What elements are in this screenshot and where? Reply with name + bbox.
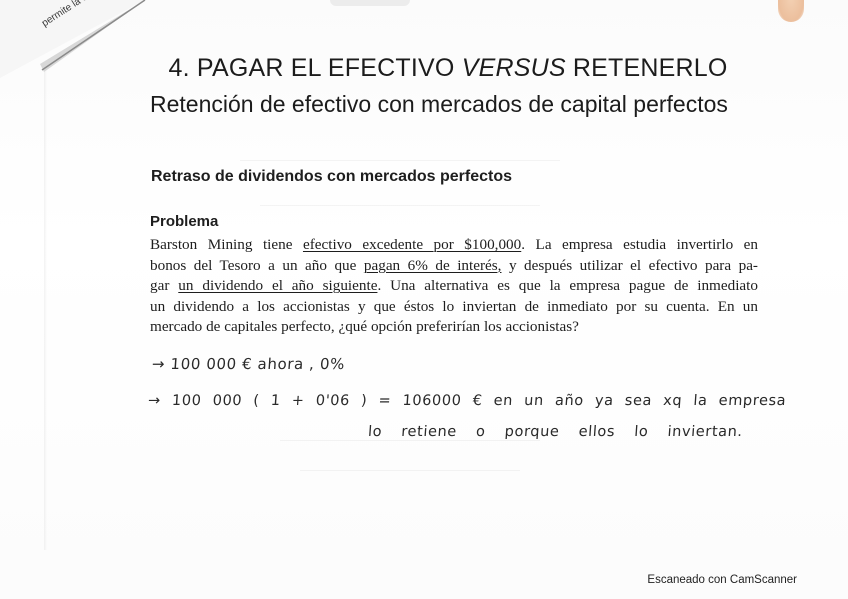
problem-line [150,256,758,277]
section-heading: Retraso de dividendos con mercados perfectos [151,168,512,185]
camscanner-watermark: Escaneado con CamScanner [647,574,797,586]
underlined-phrase: un dividendo el año siguiente [178,277,378,294]
page-edge-shadow [44,70,47,550]
problem-line [150,317,758,338]
problem-text-segment: y después utilizar el efectivo para pa- [501,256,758,274]
problem-text-segment: . Una alternativa es que la empresa pague de inmediato [377,277,758,294]
title-number: 4. [168,54,190,82]
problem-text-segment: un dividendo a los accionistas y que éstos lo inviertan de inmediato por su cuenta. En un [150,297,758,315]
bleed-through-line [300,470,520,471]
problem-line [150,276,758,297]
title-end: RETENERLO [572,54,728,82]
page-subtitle: Retención de efectivo con mercados de capital perfectos [150,91,728,117]
problem-label: Problema [150,213,219,230]
problem-line [150,297,758,318]
bleed-through-line [280,440,540,441]
handwritten-note-2: → 100 000 ( 1 + 0'06 ) = 106000 € en un año ya sea xq la empresa [147,393,787,409]
title-versus: VERSUS [461,54,566,82]
finger-mark [778,0,804,22]
title-main: PAGAR EL EFECTIVO [196,54,455,82]
page-title [0,54,848,83]
underlined-phrase: efectivo excedente por $100,000 [302,236,522,253]
handwritten-note-1: → 100 000 € ahora , 0% [151,355,346,373]
problem-text-segment: mercado de capitales perfecto, ¿qué opción preferirían los accionistas? [150,318,579,335]
problem-line [150,235,758,256]
problem-text-segment: . La empresa estudia invertirlo en [521,236,758,253]
bleed-through-line [240,160,560,161]
underlined-phrase: pagan 6% de interés, [363,256,502,274]
problem-paragraph [150,235,758,338]
handwritten-note-3: lo retiene o porque ellos lo inviertan. [367,424,744,440]
problem-text-segment: gar [150,277,179,294]
bleed-through-line [260,205,540,206]
problem-text-segment: Barston Mining tiene [150,236,303,253]
scan-smudge [330,0,410,6]
problem-text-segment: bonos del Tesoro a un año que [150,256,364,274]
